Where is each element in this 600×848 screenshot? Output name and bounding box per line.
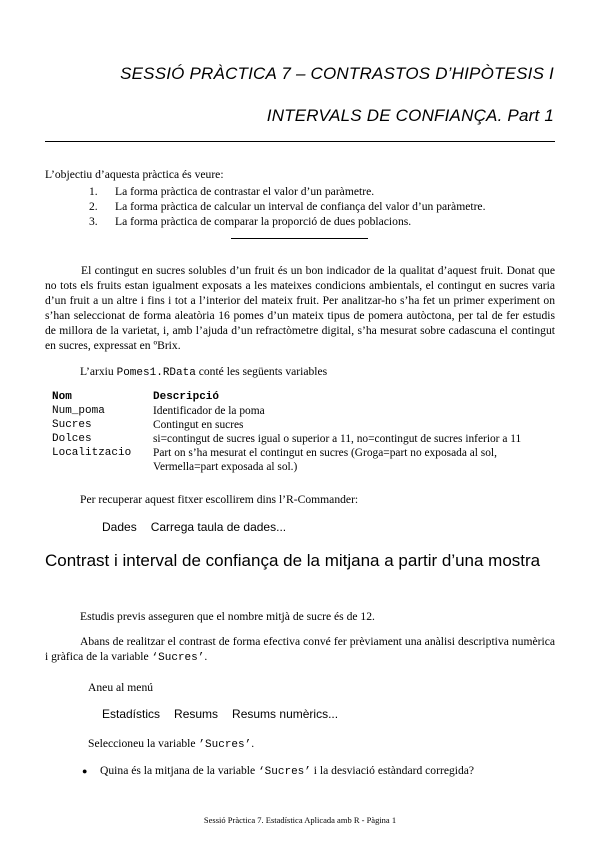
menu-item-dades: Dades [102, 520, 137, 534]
context-paragraph: El contingut en sucres solubles d’un fruit és un bon indicador de la qualitat d’aquest fruit. Donat que no tots els fruits estan igualment exposats a les mateixes condicions ambientals, el contingut en sucres varia d’un fruit a un altre i fins i tot a l’interior del mateix fruit. Per analitzar-ho s’ha fet un primer experiment on s’han seleccionat de forma aleatòria 16 pomes d’un mateix tipus de pomera autòctona, per tal de fer estudis de millora de la varietat, i, amb l’ajuda d’un refractòmetre digital, s’ha mesurat sobre cadascuna el contingut en sucres, expressat en ºBrix. [45, 264, 555, 352]
variable-description: Contingut en sucres [153, 419, 244, 431]
select-variable [88, 736, 254, 753]
table-row [52, 446, 552, 474]
column-header-name: Nom [52, 391, 72, 403]
file-line-text: conté les següents variables [195, 365, 328, 378]
instruction-text: . [251, 737, 255, 750]
objective-item [45, 184, 555, 199]
instruction-text: Seleccioneu la variable [88, 737, 199, 750]
variable-ref: ‘Sucres’ [258, 766, 311, 778]
objective-number: 3. [89, 215, 98, 228]
objectives-list [45, 184, 555, 229]
table-header-row [52, 390, 552, 404]
recover-instruction: Per recuperar aquest fitxer escollirem dins l’R-Commander: [80, 493, 359, 506]
table-row [52, 418, 552, 432]
paragraph-text: Abans de realitzar el contrast de forma efectiva convé fer prèviament una anàlisi descriptiva numèrica i gràfica de la variable [45, 635, 555, 663]
objective-text: La forma pràctica de calcular un interval de confiança del valor d’un paràmetre. [115, 200, 486, 213]
page-title-line-2: INTERVALS DE CONFIANÇA. Part 1 [266, 106, 554, 125]
menu-item-resums: Resums [174, 707, 219, 721]
variable-description: Identificador de la poma [153, 405, 265, 417]
variable-name: Localitzacio [52, 447, 132, 459]
objective-text: La forma pràctica de contrastar el valor d’un paràmetre. [115, 185, 375, 198]
menu-item-resums-numerics: Resums numèrics... [232, 707, 339, 721]
variable-ref: ‘Sucres’ [151, 652, 205, 664]
variable-name: Dolces [52, 433, 92, 445]
file-name: Pomes1.RData [116, 367, 196, 379]
menu-item-estadistics: Estadístics [102, 707, 161, 721]
objective-item [45, 214, 555, 229]
paragraph-text: . [204, 650, 208, 663]
question-part: Quina és la mitjana de la variable [100, 764, 259, 777]
variable-description: Part on s’ha mesurat el contingut en sucres (Groga=part no exposada al sol, Vermella=part exposada al sol.) [153, 447, 497, 473]
variables-table [52, 390, 552, 474]
objective-text: La forma pràctica de comparar la proporció de dues poblacions. [115, 215, 412, 228]
file-line [80, 364, 327, 381]
page-footer: Sessió Pràctica 7. Estadística Aplicada amb R - Pàgina 1 [203, 815, 397, 825]
file-line-text: L’arxiu [80, 365, 117, 378]
column-header-description: Descripció [153, 391, 220, 403]
menu-item-carrega: Carrega taula de dades... [150, 520, 287, 534]
variable-description: si=contingut de sucres igual o superior a 11, no=contingut de sucres inferior a 11 [153, 433, 522, 445]
table-row [52, 432, 552, 446]
section-divider [231, 238, 368, 239]
objective-number: 1. [89, 185, 98, 198]
previous-studies: Estudis previs asseguren que el nombre mitjà de sucre és de 12. [80, 610, 375, 623]
menu-path-stats [102, 707, 352, 721]
table-row [52, 404, 552, 418]
objective-number: 2. [89, 200, 98, 213]
variable-name: Sucres [52, 419, 92, 431]
menu-path-load [102, 520, 300, 534]
bullet-icon: ● [82, 766, 88, 776]
go-to-menu: Aneu al menú [88, 681, 154, 694]
section-heading: Contrast i interval de confiança de la mitjana a partir d’una mostra [45, 551, 541, 570]
objectives-lead: L’objectiu d’aquesta pràctica és veure: [45, 168, 224, 181]
objective-item [45, 199, 555, 214]
before-contrast-paragraph [45, 634, 555, 666]
question-part: i la desviació estàndard corregida? [310, 764, 475, 777]
variable-name: Num_poma [52, 405, 105, 417]
question-text [100, 763, 474, 780]
variable-ref: ’Sucres’ [198, 739, 252, 751]
header-divider [45, 141, 555, 142]
page-title-line-1: SESSIÓ PRÀCTICA 7 – CONTRASTOS D’HIPÒTESIS I [120, 64, 554, 83]
